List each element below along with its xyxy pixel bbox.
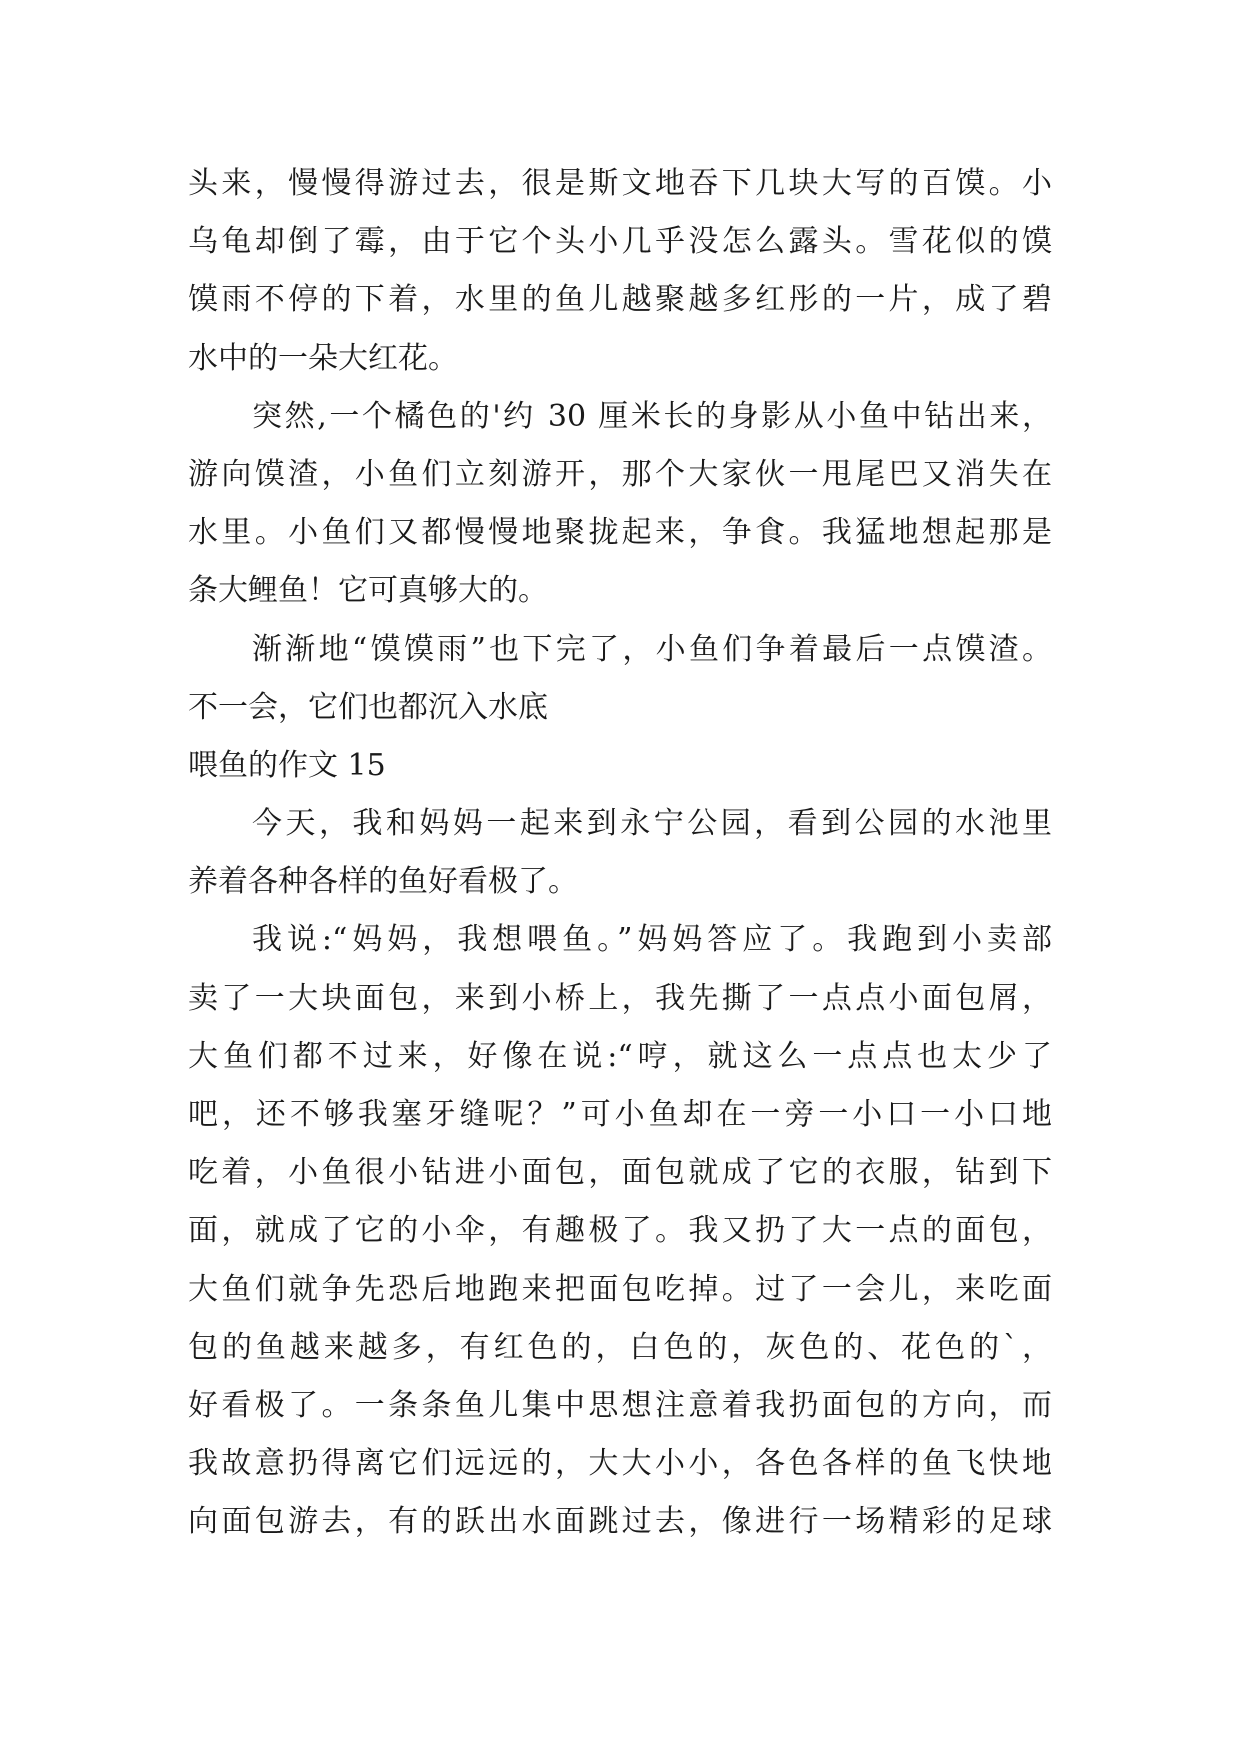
paragraph-line: 向面包游去，有的跃出水面跳过去，像进行一场精彩的足球 xyxy=(188,1504,1052,1540)
paragraph-line: 吃着，小鱼很小钻进小面包，面包就成了它的衣服，钻到下 xyxy=(188,1155,1052,1191)
paragraph-line: 突然,一个橘色的'约 30 厘米长的身影从小鱼中钻出来， xyxy=(252,398,1052,434)
paragraph-line: 我故意扔得离它们远远的，大大小小，各色各样的鱼飞快地 xyxy=(188,1446,1052,1482)
paragraph-line: 吧，还不够我塞牙缝呢？”可小鱼却在一旁一小口一小口地 xyxy=(188,1097,1052,1132)
paragraph-line: 包的鱼越来越多，有红色的，白色的，灰色的、花色的`， xyxy=(188,1329,1052,1365)
paragraph-line: 馍雨不停的下着，水里的鱼儿越聚越多红彤的一片，成了碧 xyxy=(188,282,1052,318)
paragraph-line: 头来，慢慢得游过去，很是斯文地吞下几块大写的百馍。小 xyxy=(188,166,1052,201)
paragraph-line: 卖了一大块面包，来到小桥上，我先撕了一点点小面包屑， xyxy=(188,980,1052,1016)
paragraph-line: 乌龟却倒了霉，由于它个头小几乎没怎么露头。雪花似的馍 xyxy=(188,224,1052,260)
paragraph-line: 养着各种各样的鱼好看极了。 xyxy=(188,864,578,900)
paragraph-line: 不一会，它们也都沉入水底 xyxy=(188,689,548,725)
paragraph-line: 好看极了。一条条鱼儿集中思想注意着我扔面包的方向，而 xyxy=(188,1387,1052,1423)
paragraph-line: 水中的一朵大红花。 xyxy=(188,340,458,376)
document-body xyxy=(188,155,1052,1552)
paragraph-line: 大鱼们就争先恐后地跑来把面包吃掉。过了一会儿，来吃面 xyxy=(188,1271,1052,1307)
paragraph-line: 水里。小鱼们又都慢慢地聚拢起来，争食。我猛地想起那是 xyxy=(188,515,1052,551)
paragraph-line: 渐渐地“馍馍雨”也下完了，小鱼们争着最后一点馍渣。 xyxy=(252,631,1052,667)
paragraph-line: 条大鲤鱼！它可真够大的。 xyxy=(188,573,548,609)
paragraph-line: 今天，我和妈妈一起来到永宁公园，看到公园的水池里 xyxy=(252,806,1052,842)
paragraph-line: 面，就成了它的小伞，有趣极了。我又扔了大一点的面包， xyxy=(188,1213,1052,1249)
essay-heading: 喂鱼的作文 15 xyxy=(188,747,386,783)
paragraph-line: 游向馍渣，小鱼们立刻游开，那个大家伙一甩尾巴又消失在 xyxy=(188,456,1052,492)
paragraph-line: 我说:“妈妈，我想喂鱼。”妈妈答应了。我跑到小卖部 xyxy=(252,922,1052,958)
paragraph-line: 大鱼们都不过来，好像在说:“哼，就这么一点点也太少了 xyxy=(188,1038,1052,1074)
